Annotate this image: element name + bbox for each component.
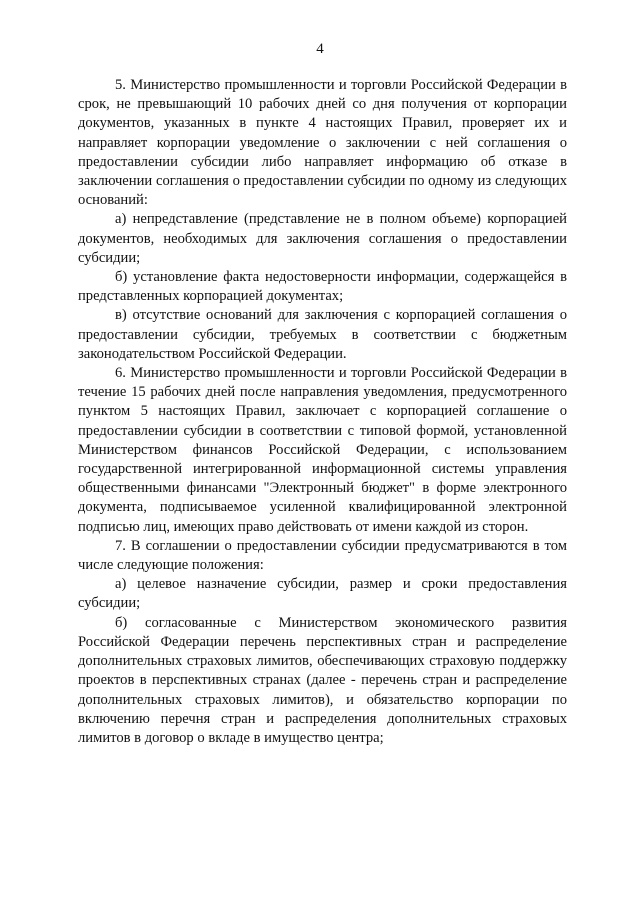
paragraph-subitem-5a: а) непредставление (представление не в полном объеме) корпорацией документов, необходимых для заключения соглашения о предоставлении субсидии; bbox=[78, 211, 567, 266]
paragraph-subitem-5b: б) установление факта недостоверности информации, содержащейся в представленных корпорацией документах; bbox=[78, 269, 567, 305]
paragraph-subitem-5v: в) отсутствие оснований для заключения с корпорацией соглашения о предоставлении субсидии, требуемых в соответствии с бюджетным законодательством Российской Федерации. bbox=[78, 307, 567, 362]
paragraph-subitem-7a: а) целевое назначение субсидии, размер и сроки предоставления субсидии; bbox=[78, 576, 567, 612]
page-number: 4 bbox=[316, 41, 324, 57]
paragraph-item-6: 6. Министерство промышленности и торговли Российской Федерации в течение 15 рабочих дней после направления уведомления, предусмотренного пунктом 5 настоящих Правил, заключает с корпорацией соглашение о предоставлении субсидии в соответствии с типовой формой, установленной Министерством финансов Российской Федерации, с использованием государственной интегрированной информационной системы управления общественными финансами "Электронный бюджет" в форме электронного документа, подписываемое усиленной квалифицированной электронной подписью лиц, имеющих право действовать от имени каждой из сторон. bbox=[78, 365, 567, 535]
paragraph-subitem-7b: б) согласованные с Министерством экономического развития Российской Федерации перечень перспективных стран и распределение дополнительных страховых лимитов, обеспечивающих страховую поддержку проектов в перспективных странах (далее - перечень стран и распределение дополнительных страховых лимитов), и обязательство корпорации по включению перечня стран и распределения дополнительных страховых лимитов в договор о вкладе в имущество центра; bbox=[78, 614, 567, 746]
paragraph-item-7: 7. В соглашении о предоставлении субсидии предусматриваются в том числе следующие положения: bbox=[78, 537, 567, 574]
paragraph-item-5: 5. Министерство промышленности и торговли Российской Федерации в срок, не превышающий 10 рабочих дней со дня получения от корпорации документов, указанных в пункте 4 настоящих Правил, проверяет их и направляет корпорации уведомление о заключении с ней соглашения о предоставлении субсидии либо направляет информацию об отказе в заключении соглашения о предоставлении субсидии по одному из следующих оснований: bbox=[78, 77, 567, 209]
document-body bbox=[78, 76, 567, 748]
